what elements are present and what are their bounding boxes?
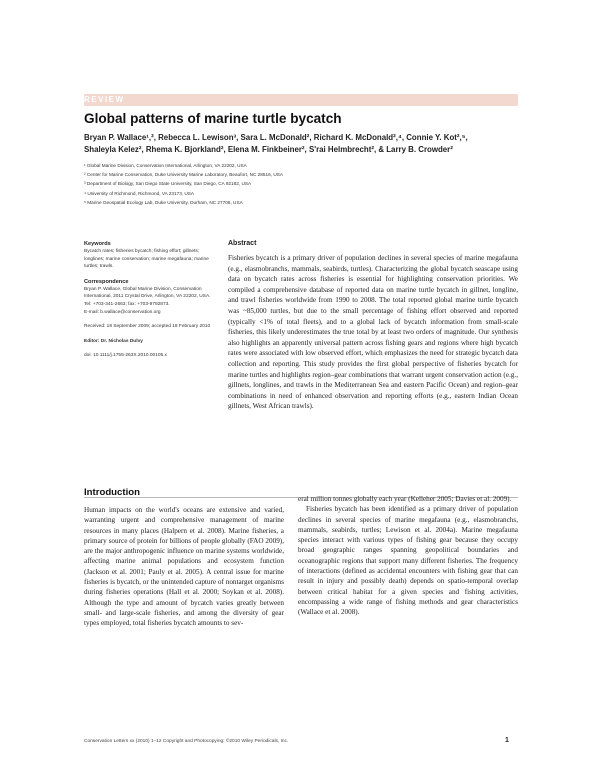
doi-link[interactable]: doi: 10.1111/j.1755-263X.2010.00105.x [84,353,167,359]
intro-paragraph-2: Fisheries bycatch has been identified as a primary driver of population declines in several species of marine megafauna (e.g., elasmobranchs, mammals, seabirds, turtles; Lewison et al. 2004a). Marine megafauna species interact with various types of fishing gear because they occupy broad geographic ranges spanning geopolitical boundaries and oceanographic regions that support many different fisheries. The frequency of interactions (defined as accidental encounters with fishing gear that can result in injury and possibly death) depends on spatio-temporal overlap between critical habitat for a given species and fishing activities, encompassing a wide range of fishing methods and gear characteristics (Wallace et al. 2008). [298,505,518,617]
page-number: 1 [505,737,509,744]
article-type-label: REVIEW [84,95,125,104]
affiliation-1: ¹ Global Marine Division, Conservation International, Arlington, VA 22202, USA [84,163,247,168]
affiliation-5: ⁵ Marine Geospatial Ecology Lab, Duke University, Durham, NC 27708, USA [84,199,243,205]
affiliation-3: ³ Department of Biology, San Diego State University, San Diego, CA 92182, USA [84,181,252,187]
article-sidebar [84,240,214,360]
author-line-2: Shaleyla Kelez², Rhema K. Bjorkland², Elena M. Finkbeiner², S'rai Helmbrecht², & Larry B. Crowder² [84,144,453,154]
body-column-left [84,505,284,629]
journal-footer: Conservation Letters xx (2010) 1–12 Copyright and Photocopying: ©2010 Wiley Periodicals, Inc. [84,739,289,744]
abstract-section [228,240,518,490]
correspondence-heading: Correspondence [84,278,129,285]
author-line-1: Bryan P. Wallace¹,², Rebecca L. Lewison³, Sara L. McDonald², Richard K. McDonald²,⁴, Connie Y. Kot²,⁵, [84,133,468,142]
intro-paragraph-continued: eral million tonnes globally each year (Kelleher 2005; Davies et al. 2009). [298,495,512,503]
affiliation-4: ⁴ University of Richmond, Richmond, VA 23173, USA [84,190,195,196]
article-title: Global patterns of marine turtle bycatch [84,111,342,126]
author-list [84,132,524,155]
review-band [84,94,518,106]
introduction-heading: Introduction [84,487,140,498]
editor-line: Editor: Dr. Nicholas Dulvy [84,338,143,344]
keywords-heading: Keywords [84,241,111,247]
correspondence-text: Bryan P. Wallace, Global Marine Division, Conservation International, 2011 Crystal Drive, Arlington, VA 22202, USA. Tel: +703-341-2663; fax: +703-9792873. [84,286,211,307]
abstract-heading: Abstract [228,240,257,247]
keywords-text: Bycatch rates; fisheries bycatch; fishing effort; gillnets; longlines; marine conservation; marine megafauna; marine turtles; trawls. [84,249,209,270]
affiliations [84,161,504,207]
body-column-right [298,494,518,618]
affiliation-2: ² Center for Marine Conservation, Duke University Marine Laboratory, Beaufort, NC 28516, USA [84,172,283,178]
abstract-text: Fisheries bycatch is a primary driver of population declines in several species of marine megafauna (e.g., elasmobranchs, mammals, seabirds, turtles). Characterizing the global bycatch seascape using data on bycatch rates across fisheries is essential for highlighting conservation priorities. We compiled a comprehensive database of reported data on marine turtle bycatch in gillnet, longline, and trawl fisheries worldwide from 1990 to 2008. The total reported global marine turtle bycatch was ~85,000 turtles, but due to the small percentage of fishing effort observed and reported (typically <1% of total fleets), and to a global lack of bycatch information from small-scale fisheries, this likely underestimates the true total by at least two orders of magnitude. Our synthesis also highlights an apparently universal pattern across fishing gears and regions where high bycatch rates were associated with low observed effort, which emphasizes the need for strategic bycatch data collection and reporting. This study provides the first global perspective of fisheries bycatch for marine turtles and highlights region–gear combinations that warrant urgent conservation action (e.g., gillnets, longlines, and trawls in the Mediterranean Sea and eastern Pacific Ocean) and region–gear combinations in need of enhanced observation and reporting efforts (e.g., eastern Indian Ocean gillnets, West African trawls). [228,254,518,411]
received-dates: Received: 18 September 2009; accepted 18 February 2010 [84,324,211,330]
email-link[interactable]: E-mail: b.wallace@conservation.org [84,309,161,315]
intro-paragraph-1: Human impacts on the world's oceans are extensive and varied, warranting urgent and comprehensive management of marine resources in many places (Halpern et al. 2008). Marine fisheries, a primary source of protein for billions of people globally (FAO 2009), are the major anthropogenic influence on marine systems worldwide, affecting marine animal populations and ecosystem function (Jackson et al. 2001; Pauly et al. 2005). A central issue for marine fisheries is bycatch, or the unintended capture of nontarget organisms during fisheries operations (Hall et al. 2000; Soykan et al. 2008). Although the type and amount of bycatch varies greatly between small- and large-scale fisheries, and among the diversity of gear types employed, total fisheries bycatch amounts to sev- [84,506,284,628]
